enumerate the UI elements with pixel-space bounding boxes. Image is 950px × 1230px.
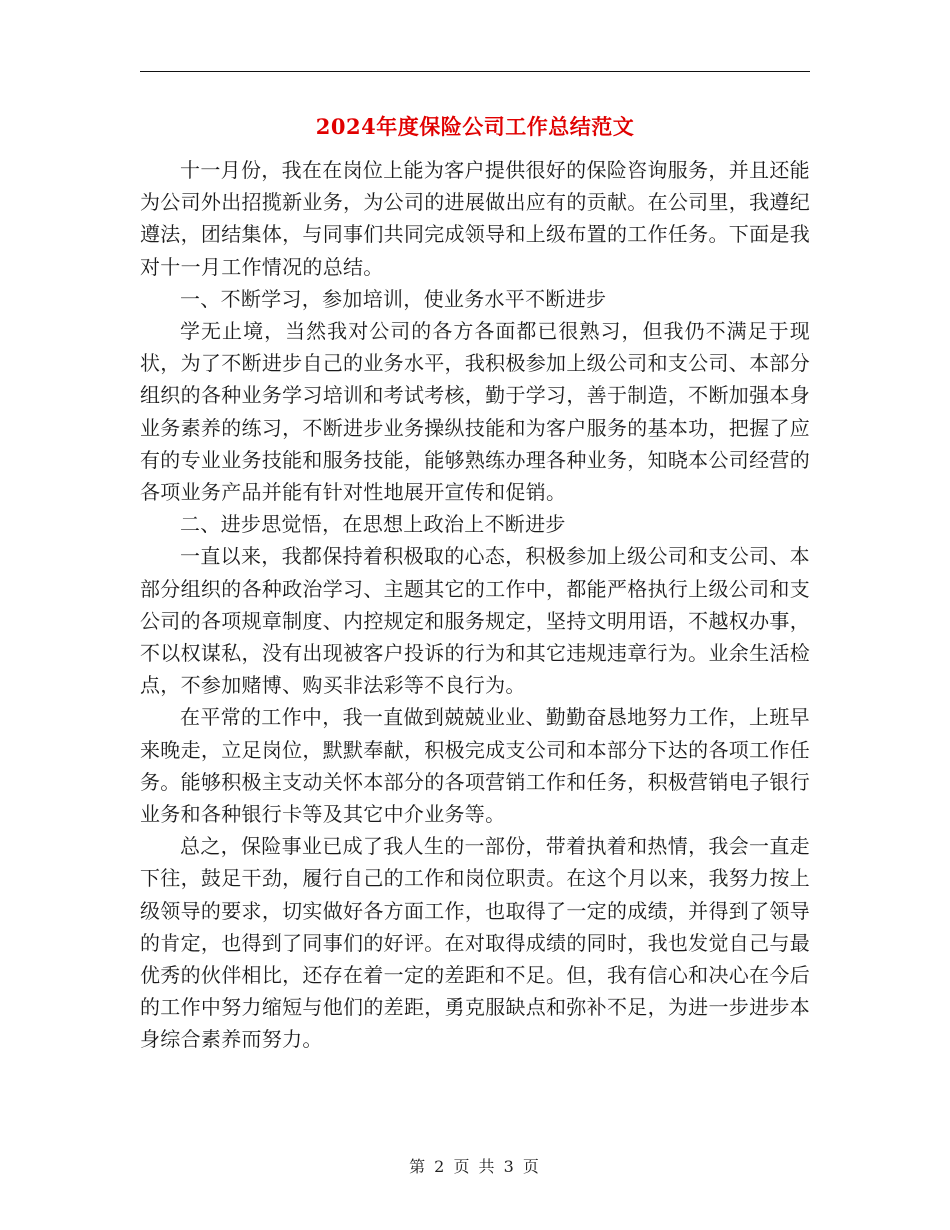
paragraph-intro: 十一月份，我在在岗位上能为客户提供很好的保险咨询服务，并且还能为公司外出招揽新业务，为公司的进展做出应有的贡献。在公司里，我遵纪遵法，团结集体，与同事们共同完成领导和上级布置的工作任务。下面是我对十一月工作情况的总结。: [140, 158, 810, 279]
paragraph-daily-work: 在平常的工作中，我一直做到兢兢业业、勤勤奋恳地努力工作，上班早来晚走，立足岗位，默默奉献，积极完成支公司和本部分下达的各项工作任务。能够积极主支动关怀本部分的各项营销工作和任务，积极营销电子银行业务和各种银行卡等及其它中介业务等。: [140, 705, 810, 827]
paragraph-attitude: 一直以来，我都保持着积极取的心态，积极参加上级公司和支公司、本部分组织的各种政治学习、主题其它的工作中，都能严格执行上级公司和支公司的各项规章制度、内控规定和服务规定，坚持文明用语，不越权办事，不以权谋私，没有出现被客户投诉的行为和其它违规违章行为。业余生活检点，不参加赌博、购买非法彩等不良行为。: [140, 544, 810, 698]
page-number: 第 2 页 共 3 页: [409, 1157, 541, 1176]
section-heading-2: 二、进步思觉悟，在思想上政治上不断进步: [180, 512, 566, 537]
header-rule: [140, 71, 810, 72]
document-title: 2024年度保险公司工作总结范文: [315, 114, 635, 139]
paragraph-learning: 学无止境，当然我对公司的各方各面都已很熟习，但我仍不满足于现状，为了不断进步自己的业务水平，我积极参加上级公司和支公司、本部分组织的各种业务学习培训和考试考核，勤于学习，善于制造，不断加强本身业务素养的练习，不断进步业务操纵技能和为客户服务的基本功，把握了应有的专业业务技能和服务技能，能够熟练办理各种业务，知晓本公司经营的各项业务产品并能有针对性地展开宣传和促销。: [140, 319, 810, 505]
section-heading-1: 一、不断学习，参加培训，使业务水平不断进步: [180, 286, 607, 311]
paragraph-conclusion: 总之，保险事业已成了我人生的一部份，带着执着和热情，我会一直走下往，鼓足干劲，履行自己的工作和岗位职责。在这个月以来，我努力按上级领导的要求，切实做好各方面工作，也取得了一定的成绩，并得到了领导的肯定，也得到了同事们的好评。在对取得成绩的同时，我也发觉自己与最优秀的伙伴相比，还存在着一定的差距和不足。但，我有信心和决心在今后的工作中努力缩短与他们的差距，勇克服缺点和弥补不足，为进一步进步本身综合素养而努力。: [140, 834, 810, 1052]
document-body: [140, 154, 810, 1056]
